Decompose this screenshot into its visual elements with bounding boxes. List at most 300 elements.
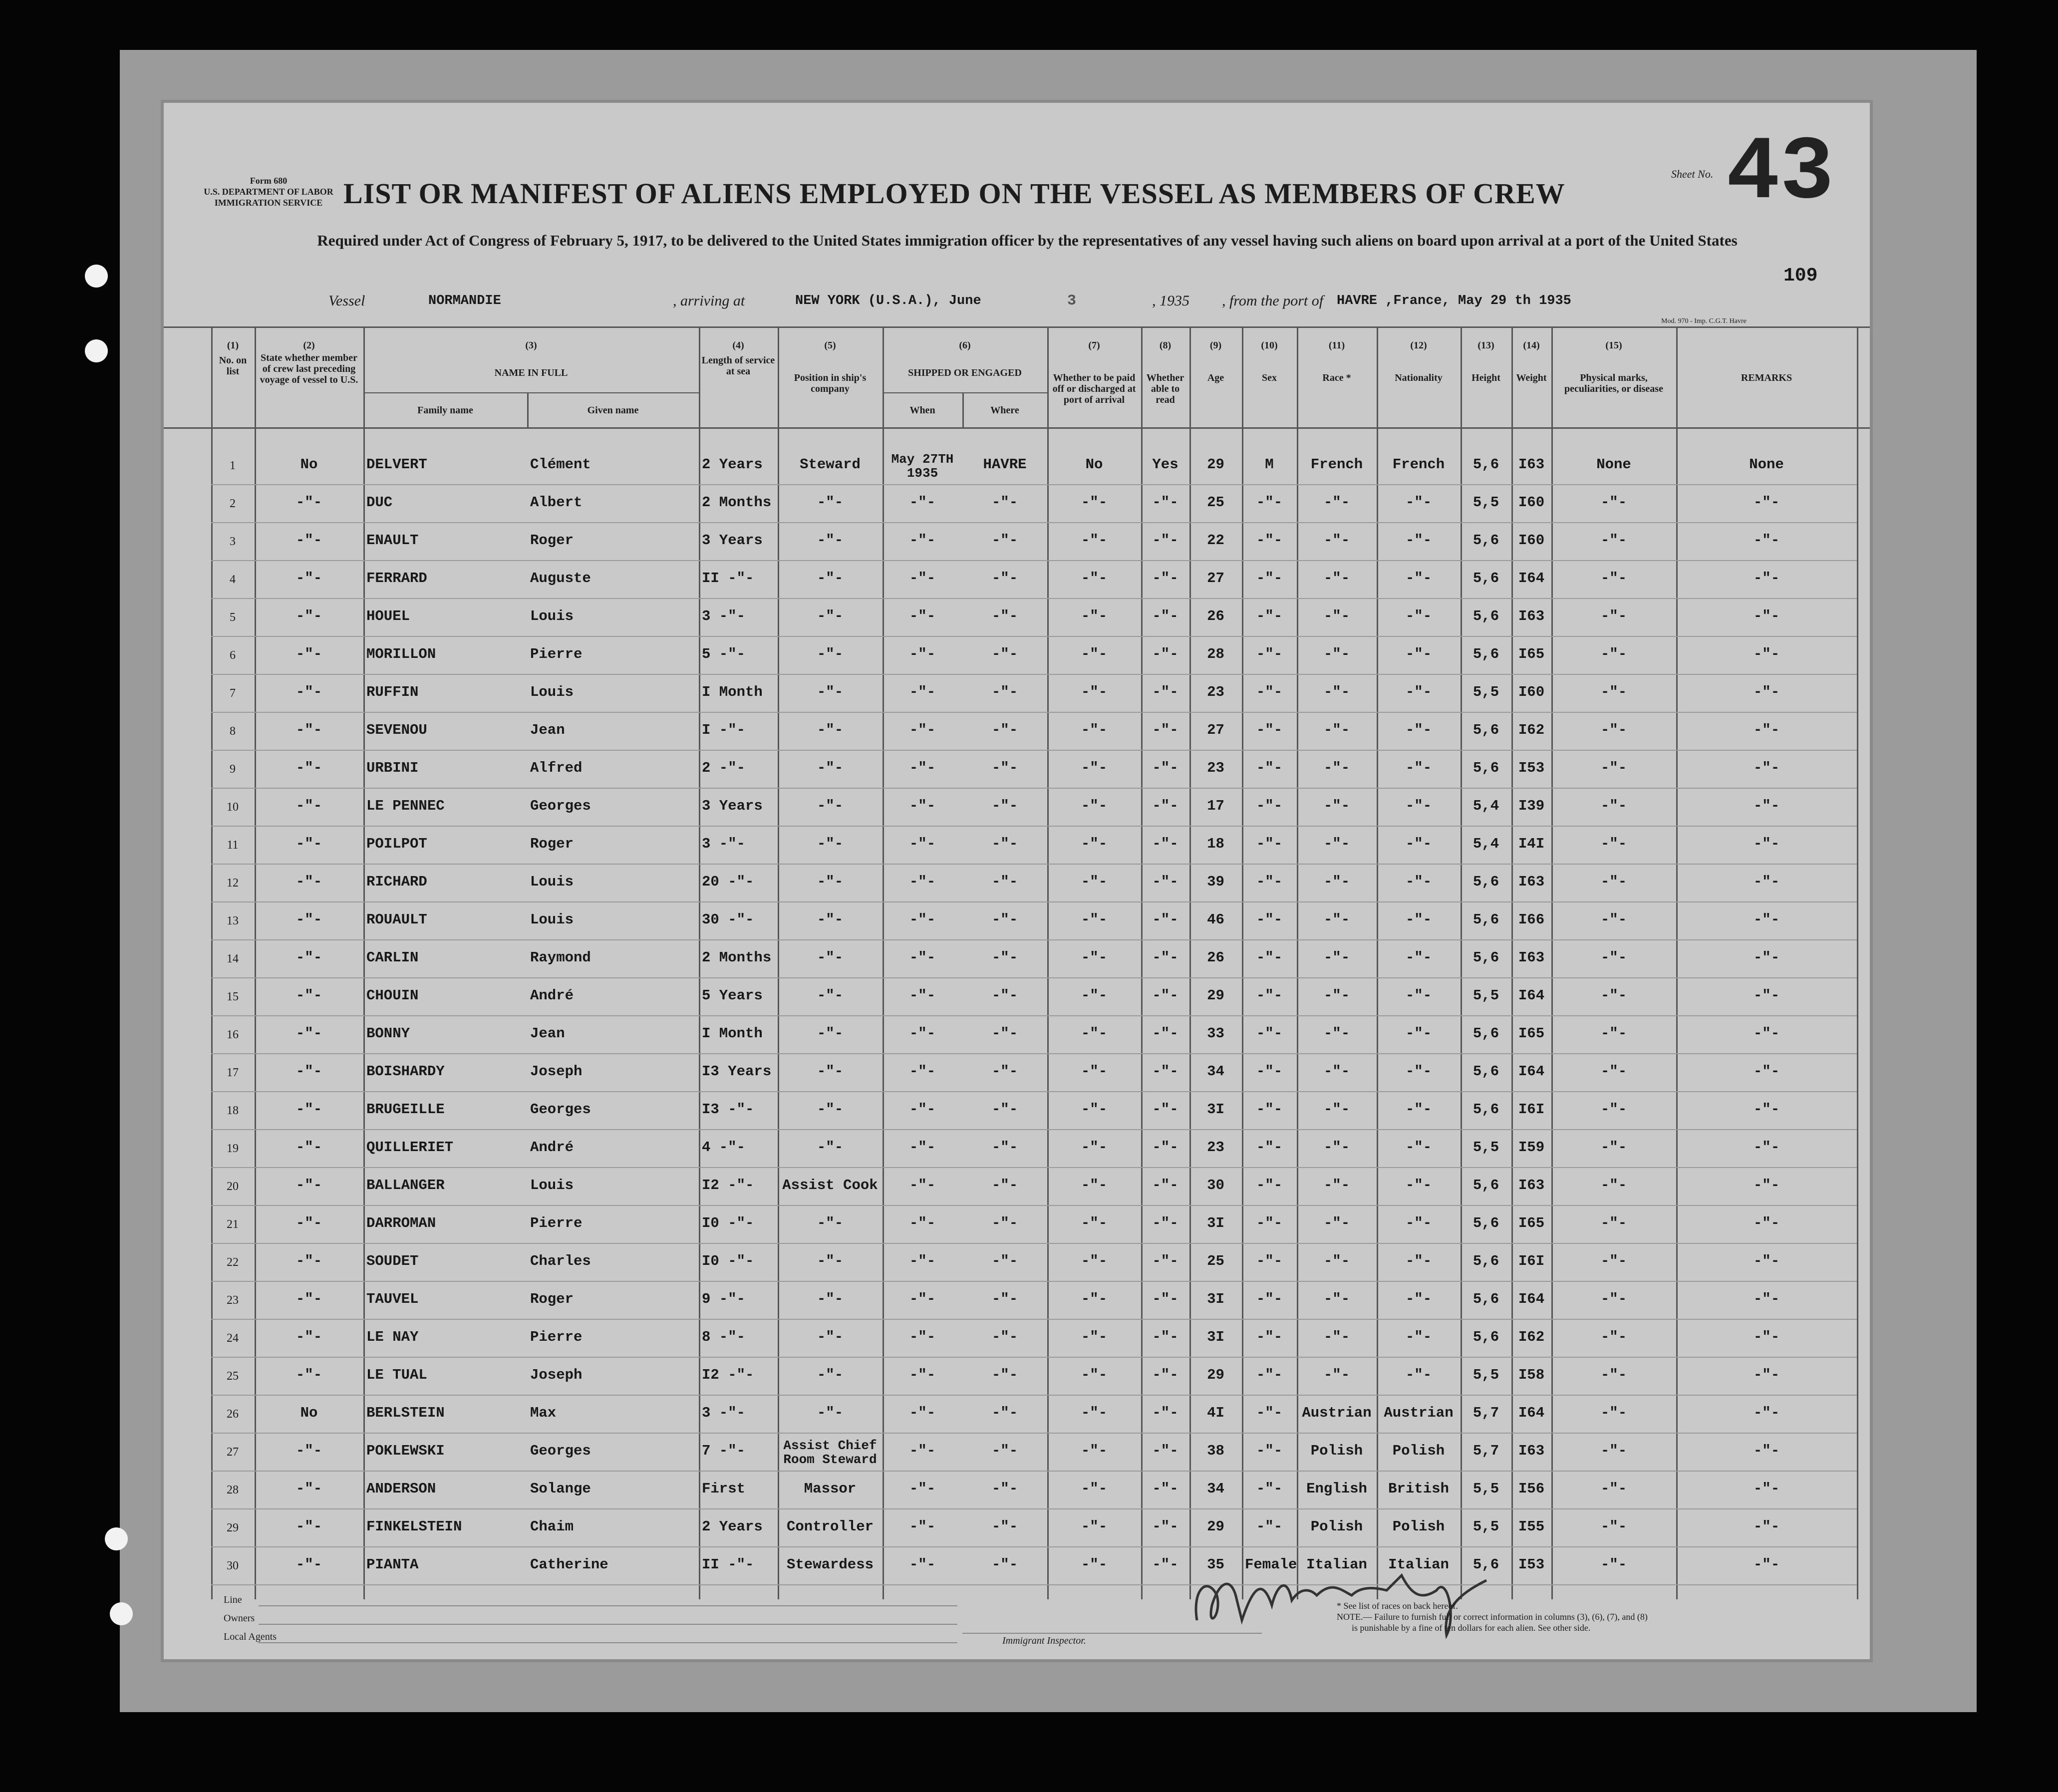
cell-paid: -"- xyxy=(1081,1291,1108,1307)
cell-marks: -"- xyxy=(1600,722,1627,738)
cell-marks: -"- xyxy=(1600,684,1627,700)
cell-remarks: -"- xyxy=(1753,608,1780,624)
cell-family: SOUDET xyxy=(366,1253,419,1269)
row-rule xyxy=(211,598,1857,599)
row-rule xyxy=(211,1584,1857,1585)
cell-age: 46 xyxy=(1207,911,1224,928)
cell-sex: -"- xyxy=(1256,1215,1283,1231)
cell-service: 4 -"- xyxy=(702,1139,746,1156)
column-number: (1) xyxy=(227,340,239,351)
cell-prev: -"- xyxy=(295,987,322,1004)
cell-read: -"- xyxy=(1152,1177,1178,1194)
cell-paid: -"- xyxy=(1081,874,1108,890)
cell-weight: I64 xyxy=(1518,987,1545,1004)
cell-prev: -"- xyxy=(295,911,322,928)
cell-read: -"- xyxy=(1152,760,1178,776)
cell-where: -"- xyxy=(991,1025,1018,1042)
row-number: 23 xyxy=(227,1294,239,1307)
row-number: 2 xyxy=(230,497,236,510)
cell-height: 5,5 xyxy=(1472,494,1499,511)
cell-given: Charles xyxy=(530,1253,591,1269)
cell-position: -"- xyxy=(817,798,844,814)
cell-remarks: -"- xyxy=(1753,1101,1780,1118)
cell-sex: -"- xyxy=(1256,1291,1283,1307)
cell-paid: -"- xyxy=(1081,570,1108,587)
cell-paid: -"- xyxy=(1081,1215,1108,1231)
cell-remarks: -"- xyxy=(1753,911,1780,928)
cell-prev: -"- xyxy=(295,1101,322,1118)
cell-weight: I58 xyxy=(1518,1367,1545,1383)
cell-race: -"- xyxy=(1323,949,1350,966)
cell-paid: -"- xyxy=(1081,1556,1108,1573)
row-rule xyxy=(211,1508,1857,1509)
cell-where: -"- xyxy=(991,494,1018,511)
subtitle: Required under Act of Congress of February 5, 1917, to be delivered to the United States immigration officer by the representatives of any vessel having such aliens on board upon arrival at a port of the United States xyxy=(317,232,1738,249)
cell-height: 5,6 xyxy=(1472,1329,1499,1345)
cell-where: -"- xyxy=(991,532,1018,549)
cell-race: -"- xyxy=(1323,532,1350,549)
cell-when: -"- xyxy=(909,1139,936,1156)
cell-read: -"- xyxy=(1152,1139,1178,1156)
cell-nat: -"- xyxy=(1405,836,1432,852)
cell-marks: -"- xyxy=(1600,1443,1627,1459)
cell-nat: -"- xyxy=(1405,1025,1432,1042)
cell-read: -"- xyxy=(1152,532,1178,549)
cell-nat: British xyxy=(1388,1481,1449,1497)
row-number: 27 xyxy=(227,1446,239,1459)
cell-family: BALLANGER xyxy=(366,1177,445,1194)
cell-age: 23 xyxy=(1207,684,1224,700)
cell-sex: -"- xyxy=(1256,1253,1283,1269)
cell-when: -"- xyxy=(909,836,936,852)
cell-given: Joseph xyxy=(530,1367,583,1383)
cell-read: -"- xyxy=(1152,1518,1178,1535)
cell-paid: -"- xyxy=(1081,760,1108,776)
cell-weight: I64 xyxy=(1518,1063,1545,1080)
cell-sex: -"- xyxy=(1256,1139,1283,1156)
cell-prev: -"- xyxy=(295,1481,322,1497)
row-number: 10 xyxy=(227,801,239,814)
cell-marks: -"- xyxy=(1600,1139,1627,1156)
cell-position: Assist Cook xyxy=(782,1177,878,1194)
cell-service: I -"- xyxy=(702,722,746,738)
cell-remarks: -"- xyxy=(1753,1291,1780,1307)
cell-where: -"- xyxy=(991,570,1018,587)
cell-service: 2 -"- xyxy=(702,760,746,776)
cell-nat: -"- xyxy=(1405,798,1432,814)
row-number: 3 xyxy=(230,535,236,548)
cell-where: -"- xyxy=(991,798,1018,814)
cell-where: -"- xyxy=(991,1253,1018,1269)
cell-service: 8 -"- xyxy=(702,1329,746,1345)
cell-nat: -"- xyxy=(1405,684,1432,700)
cell-sex: -"- xyxy=(1256,1025,1283,1042)
column-number: (13) xyxy=(1477,340,1494,351)
cell-position: -"- xyxy=(817,1291,844,1307)
row-number: 22 xyxy=(227,1256,239,1269)
cell-service: I Month xyxy=(702,1025,763,1042)
cell-nat: -"- xyxy=(1405,1139,1432,1156)
cell-age: 28 xyxy=(1207,646,1224,662)
cell-height: 5,6 xyxy=(1472,456,1499,473)
cell-family: FINKELSTEIN xyxy=(366,1518,462,1535)
cell-age: 27 xyxy=(1207,570,1224,587)
column-divider xyxy=(699,326,700,1599)
cell-family: MORILLON xyxy=(366,646,436,662)
cell-family: LE TUAL xyxy=(366,1367,427,1383)
cell-height: 5,6 xyxy=(1472,949,1499,966)
row-number: 5 xyxy=(230,611,236,624)
cell-when: May 27TH 1935 xyxy=(891,452,954,481)
cell-position: -"- xyxy=(817,987,844,1004)
cell-age: 25 xyxy=(1207,1253,1224,1269)
cell-where: -"- xyxy=(991,1139,1018,1156)
cell-family: BERLSTEIN xyxy=(366,1405,445,1421)
cell-position: -"- xyxy=(817,532,844,549)
vessel-name: NORMANDIE xyxy=(428,294,501,308)
cell-family: CARLIN xyxy=(366,949,419,966)
cell-race: Austrian xyxy=(1302,1405,1372,1421)
cell-race: -"- xyxy=(1323,1025,1350,1042)
column-divider xyxy=(1242,326,1243,1599)
cell-nat: -"- xyxy=(1405,1329,1432,1345)
cell-age: 26 xyxy=(1207,949,1224,966)
cell-remarks: -"- xyxy=(1753,494,1780,511)
cell-age: 23 xyxy=(1207,760,1224,776)
header-subline xyxy=(882,392,1047,393)
row-number: 30 xyxy=(227,1559,239,1572)
cell-height: 5,5 xyxy=(1472,1481,1499,1497)
cell-family: POILPOT xyxy=(366,836,427,852)
cell-prev: -"- xyxy=(295,1253,322,1269)
cell-where: -"- xyxy=(991,1291,1018,1307)
cell-family: RUFFIN xyxy=(366,684,419,700)
column-divider xyxy=(1047,326,1049,1599)
cell-when: -"- xyxy=(909,608,936,624)
cell-marks: -"- xyxy=(1600,911,1627,928)
cell-age: 3I xyxy=(1207,1215,1224,1231)
arriving-label: , arriving at xyxy=(673,293,745,309)
cell-read: -"- xyxy=(1152,911,1178,928)
cell-prev: -"- xyxy=(295,1443,322,1459)
cell-age: 25 xyxy=(1207,494,1224,511)
cell-where: -"- xyxy=(991,911,1018,928)
cell-race: -"- xyxy=(1323,987,1350,1004)
cell-remarks: -"- xyxy=(1753,1405,1780,1421)
cell-paid: -"- xyxy=(1081,1481,1108,1497)
column-divider xyxy=(1189,326,1191,1599)
cell-given: Roger xyxy=(530,1291,574,1307)
cell-family: CHOUIN xyxy=(366,987,419,1004)
cell-race: -"- xyxy=(1323,874,1350,890)
cell-prev: -"- xyxy=(295,1215,322,1231)
cell-sex: -"- xyxy=(1256,836,1283,852)
cell-marks: -"- xyxy=(1600,1291,1627,1307)
cell-given: Louis xyxy=(530,608,574,624)
cell-remarks: -"- xyxy=(1753,646,1780,662)
cell-given: Georges xyxy=(530,1443,591,1459)
cell-marks: -"- xyxy=(1600,1025,1627,1042)
cell-service: 30 -"- xyxy=(702,911,754,928)
cell-prev: -"- xyxy=(295,874,322,890)
cell-service: 3 -"- xyxy=(702,1405,746,1421)
cell-nat: -"- xyxy=(1405,874,1432,890)
cell-given: Max xyxy=(530,1405,557,1421)
cell-position: -"- xyxy=(817,836,844,852)
cell-read: -"- xyxy=(1152,1481,1178,1497)
cell-remarks: -"- xyxy=(1753,1481,1780,1497)
cell-paid: No xyxy=(1085,456,1103,473)
cell-given: Auguste xyxy=(530,570,591,587)
cell-prev: -"- xyxy=(295,1367,322,1383)
cell-when: -"- xyxy=(909,494,936,511)
cell-given: Louis xyxy=(530,684,574,700)
cell-read: -"- xyxy=(1152,836,1178,852)
cell-height: 5,6 xyxy=(1472,1101,1499,1118)
cell-sex: -"- xyxy=(1256,494,1283,511)
cell-read: -"- xyxy=(1152,1215,1178,1231)
row-rule xyxy=(211,560,1857,561)
cell-prev: -"- xyxy=(295,798,322,814)
punch-hole xyxy=(105,1527,128,1550)
cell-nat: -"- xyxy=(1405,1177,1432,1194)
cell-weight: I55 xyxy=(1518,1518,1545,1535)
cell-paid: -"- xyxy=(1081,532,1108,549)
cell-when: -"- xyxy=(909,684,936,700)
cell-prev: -"- xyxy=(295,1177,322,1194)
cell-prev: -"- xyxy=(295,532,322,549)
cell-remarks: -"- xyxy=(1753,1556,1780,1573)
departure-port-date: HAVRE ,France, May 29 th 1935 xyxy=(1337,294,1571,308)
cell-given: Clément xyxy=(530,456,591,473)
cell-given: Raymond xyxy=(530,949,591,966)
row-number: 29 xyxy=(227,1521,239,1534)
cell-marks: -"- xyxy=(1600,1329,1627,1345)
cell-position: Assist Chief Room Steward xyxy=(783,1438,877,1467)
cell-read: Yes xyxy=(1152,456,1178,473)
cell-given: Roger xyxy=(530,532,574,549)
cell-height: 5,6 xyxy=(1472,1177,1499,1194)
cell-paid: -"- xyxy=(1081,1177,1108,1194)
cell-prev: -"- xyxy=(295,949,322,966)
cell-sex: -"- xyxy=(1256,570,1283,587)
cell-paid: -"- xyxy=(1081,949,1108,966)
cell-sex: Female xyxy=(1245,1556,1297,1573)
cell-remarks: None xyxy=(1749,456,1784,473)
cell-nat: -"- xyxy=(1405,494,1432,511)
cell-race: -"- xyxy=(1323,760,1350,776)
cell-weight: I56 xyxy=(1518,1481,1545,1497)
cell-paid: -"- xyxy=(1081,1367,1108,1383)
cell-marks: -"- xyxy=(1600,1367,1627,1383)
column-header: Race * xyxy=(1322,372,1351,383)
cell-service: I2 -"- xyxy=(702,1177,754,1194)
column-subheader: When xyxy=(909,405,935,416)
cell-where: -"- xyxy=(991,874,1018,890)
cell-position: -"- xyxy=(817,1139,844,1156)
cell-height: 5,6 xyxy=(1472,1253,1499,1269)
cell-read: -"- xyxy=(1152,1367,1178,1383)
cell-service: 9 -"- xyxy=(702,1291,746,1307)
cell-prev: -"- xyxy=(295,1329,322,1345)
cell-position: -"- xyxy=(817,1253,844,1269)
cell-read: -"- xyxy=(1152,646,1178,662)
column-divider xyxy=(211,326,213,1599)
cell-age: 33 xyxy=(1207,1025,1224,1042)
cell-age: 29 xyxy=(1207,456,1224,473)
cell-family: BONNY xyxy=(366,1025,410,1042)
cell-nat: -"- xyxy=(1405,949,1432,966)
punch-hole xyxy=(85,265,108,288)
cell-service: 5 -"- xyxy=(702,646,746,662)
cell-position: -"- xyxy=(817,1367,844,1383)
cell-age: 22 xyxy=(1207,532,1224,549)
cell-weight: I64 xyxy=(1518,1405,1545,1421)
cell-remarks: -"- xyxy=(1753,684,1780,700)
cell-race: -"- xyxy=(1323,1291,1350,1307)
cell-read: -"- xyxy=(1152,949,1178,966)
cell-sex: -"- xyxy=(1256,608,1283,624)
cell-given: Catherine xyxy=(530,1556,608,1573)
document-title: LIST OR MANIFEST OF ALIENS EMPLOYED ON THE VESSEL AS MEMBERS OF CREW xyxy=(343,177,1565,210)
cell-service: 5 Years xyxy=(702,987,763,1004)
cell-where: -"- xyxy=(991,608,1018,624)
cell-sex: -"- xyxy=(1256,760,1283,776)
cell-service: 3 -"- xyxy=(702,836,746,852)
cell-height: 5,6 xyxy=(1472,911,1499,928)
cell-weight: I63 xyxy=(1518,874,1545,890)
cell-prev: -"- xyxy=(295,1063,322,1080)
punch-hole xyxy=(110,1602,133,1625)
column-number: (7) xyxy=(1088,340,1100,351)
cell-service: I Month xyxy=(702,684,763,700)
cell-position: -"- xyxy=(817,570,844,587)
cell-marks: -"- xyxy=(1600,1405,1627,1421)
cell-marks: -"- xyxy=(1600,1063,1627,1080)
cell-height: 5,6 xyxy=(1472,874,1499,890)
cell-age: 18 xyxy=(1207,836,1224,852)
cell-family: LE PENNEC xyxy=(366,798,445,814)
column-header: Physical marks, peculiarities, or disease xyxy=(1564,372,1663,394)
column-divider xyxy=(778,326,779,1599)
cell-sex: -"- xyxy=(1256,532,1283,549)
column-header: No. on list xyxy=(219,355,247,377)
cell-when: -"- xyxy=(909,1443,936,1459)
cell-family: QUILLERIET xyxy=(366,1139,454,1156)
cell-race: -"- xyxy=(1323,684,1350,700)
cell-nat: -"- xyxy=(1405,532,1432,549)
cell-service: 20 -"- xyxy=(702,874,754,890)
cell-where: -"- xyxy=(991,1556,1018,1573)
column-divider xyxy=(255,326,256,1599)
cell-prev: No xyxy=(300,456,318,473)
cell-age: 17 xyxy=(1207,798,1224,814)
cell-position: -"- xyxy=(817,1329,844,1345)
row-rule xyxy=(211,1015,1857,1016)
printer-mark: Mod. 970 - Imp. C.G.T. Havre xyxy=(1661,317,1747,325)
row-number: 21 xyxy=(227,1218,239,1231)
cell-race: Polish xyxy=(1310,1518,1363,1535)
row-number: 20 xyxy=(227,1180,239,1193)
cell-position: -"- xyxy=(817,684,844,700)
cell-age: 34 xyxy=(1207,1481,1224,1497)
cell-paid: -"- xyxy=(1081,1253,1108,1269)
cell-nat: -"- xyxy=(1405,1253,1432,1269)
cell-nat: Polish xyxy=(1392,1518,1445,1535)
cell-weight: I64 xyxy=(1518,570,1545,587)
cell-paid: -"- xyxy=(1081,1101,1108,1118)
cell-sex: -"- xyxy=(1256,798,1283,814)
cell-where: -"- xyxy=(991,1215,1018,1231)
cell-race: -"- xyxy=(1323,1367,1350,1383)
row-rule xyxy=(211,1281,1857,1282)
form-number: Form 680 U.S. DEPARTMENT OF LABOR IMMIGRATION SERVICE xyxy=(204,176,333,208)
cell-marks: -"- xyxy=(1600,1518,1627,1535)
cell-marks: -"- xyxy=(1600,608,1627,624)
cell-read: -"- xyxy=(1152,570,1178,587)
cell-paid: -"- xyxy=(1081,684,1108,700)
column-header: SHIPPED OR ENGAGED xyxy=(908,367,1022,378)
row-rule xyxy=(211,750,1857,751)
cell-prev: -"- xyxy=(295,684,322,700)
cell-race: -"- xyxy=(1323,911,1350,928)
cell-prev: -"- xyxy=(295,608,322,624)
cell-family: HOUEL xyxy=(366,608,410,624)
cell-remarks: -"- xyxy=(1753,1443,1780,1459)
cell-family: ENAULT xyxy=(366,532,419,549)
column-number: (3) xyxy=(525,340,537,351)
cell-weight: I39 xyxy=(1518,798,1545,814)
cell-paid: -"- xyxy=(1081,1139,1108,1156)
cell-weight: I64 xyxy=(1518,1291,1545,1307)
cell-family: TAUVEL xyxy=(366,1291,419,1307)
cell-given: Roger xyxy=(530,836,574,852)
row-rule xyxy=(211,1471,1857,1472)
row-number: 18 xyxy=(227,1104,239,1117)
cell-when: -"- xyxy=(909,1025,936,1042)
cell-age: 34 xyxy=(1207,1063,1224,1080)
cell-marks: None xyxy=(1596,456,1631,473)
cell-weight: I63 xyxy=(1518,949,1545,966)
cell-where: -"- xyxy=(991,760,1018,776)
cell-sex: -"- xyxy=(1256,1518,1283,1535)
footnote: * See list of races on back hereof. NOTE.— Failure to furnish full or correct information in columns (3), (6), (7), and (8) is punishable by a fine of ten dollars for each alien. See other side. xyxy=(1337,1601,1648,1633)
cell-race: -"- xyxy=(1323,798,1350,814)
cell-weight: I60 xyxy=(1518,684,1545,700)
cell-sex: -"- xyxy=(1256,1443,1283,1459)
column-header: Sex xyxy=(1262,372,1277,383)
cell-race: Polish xyxy=(1310,1443,1363,1459)
cell-sex: -"- xyxy=(1256,874,1283,890)
cell-position: -"- xyxy=(817,1215,844,1231)
cell-position: -"- xyxy=(817,608,844,624)
cell-given: Solange xyxy=(530,1481,591,1497)
row-rule xyxy=(211,1357,1857,1358)
column-number: (14) xyxy=(1523,340,1540,351)
cell-read: -"- xyxy=(1152,1253,1178,1269)
row-number: 14 xyxy=(227,952,239,965)
cell-age: 3I xyxy=(1207,1101,1224,1118)
cell-prev: -"- xyxy=(295,494,322,511)
row-rule xyxy=(211,636,1857,637)
cell-remarks: -"- xyxy=(1753,836,1780,852)
cell-when: -"- xyxy=(909,798,936,814)
cell-when: -"- xyxy=(909,722,936,738)
cell-position: -"- xyxy=(817,494,844,511)
cell-age: 29 xyxy=(1207,1367,1224,1383)
cell-prev: -"- xyxy=(295,1025,322,1042)
cell-marks: -"- xyxy=(1600,836,1627,852)
